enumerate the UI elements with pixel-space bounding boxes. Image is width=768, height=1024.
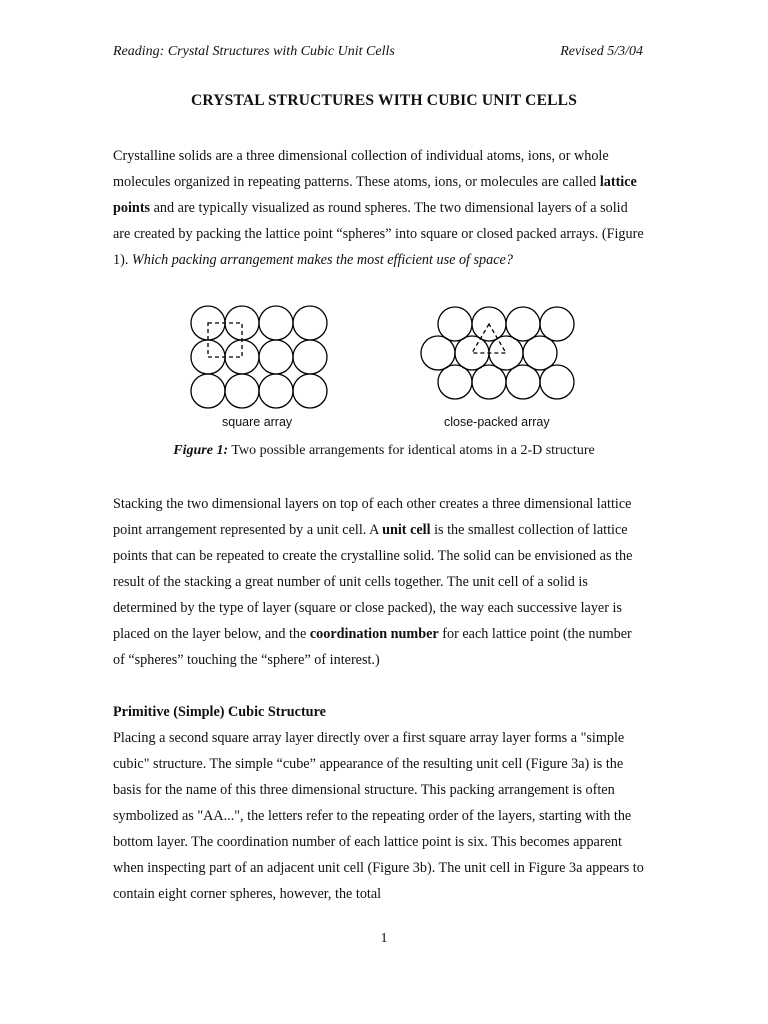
- header-revision-date: Revised 5/3/04: [560, 44, 643, 59]
- section-body: Placing a second square array layer directly over a first square array layer forms a "simple cubic" structure. The simple “cube” appearance of the resulting unit cell (Figure 3a) is the basis for the name of this three dimensional structure. This packing arrangement is often symbolized as "AA...", the letters refer to the repeating order of the layers, starting with the bottom layer. The coordination number of each lattice point is six. This becomes apparent when inspecting part of an adjacent unit cell (Figure 3b). The unit cell in Figure 3a appears to contain eight corner spheres, however, the total: [113, 730, 644, 902]
- unit-cell-text-3: for each lattice point (the number of “spheres” touching the “sphere” of interest.): [113, 626, 632, 668]
- square-unit-cell-outline: [208, 323, 242, 357]
- figure-caption-label: Figure 1:: [173, 443, 229, 458]
- simple-cubic-section: [113, 699, 645, 907]
- intro-question: Which packing arrangement makes the most efficient use of space?: [131, 252, 513, 268]
- term-unit-cell: unit cell: [382, 522, 431, 538]
- intro-text-2: and are typically visualized as round spheres. The two dimensional layers of a solid are created by packing the lattice point “spheres” into square or closed packed arrays. (Figure 1).: [113, 200, 644, 268]
- intro-paragraph: [113, 143, 645, 273]
- unit-cell-text-1: Stacking the two dimensional layers on top of each other creates a three dimensional lattice point arrangement represented by a unit cell. A: [113, 496, 632, 538]
- term-coordination-number: coordination number: [309, 626, 439, 642]
- page-title: CRYSTAL STRUCTURES WITH CUBIC UNIT CELLS: [190, 92, 578, 109]
- page-number: 1: [380, 931, 388, 946]
- header-reading-title: Reading: Crystal Structures with Cubic Unit Cells: [113, 44, 395, 59]
- close-packed-array-diagram: [421, 307, 574, 399]
- unit-cell-paragraph: [113, 491, 645, 673]
- unit-cell-text-2: is the smallest collection of lattice points that can be repeated to create the crystalline solid. The solid can be envisioned as the result of the stacking a great number of unit cells together. The unit cell of a solid is determined by the type of layer (square or close packed), the way each successive layer is placed on the layer below, and the: [113, 522, 633, 642]
- close-packed-array-label: close-packed array: [444, 415, 550, 429]
- term-lattice-points: lattice points: [113, 174, 637, 216]
- square-array-diagram: [191, 306, 327, 408]
- figure-1-caption: [0, 443, 768, 459]
- square-array-label: square array: [222, 415, 293, 429]
- intro-text-1: Crystalline solids are a three dimensional collection of individual atoms, ions, or whole molecules organized in repeating patterns. These atoms, ions, or molecules are called: [113, 148, 609, 190]
- figure-caption-text: Two possible arrangements for identical atoms in a 2-D structure: [228, 443, 595, 458]
- section-heading: Primitive (Simple) Cubic Structure: [113, 704, 326, 720]
